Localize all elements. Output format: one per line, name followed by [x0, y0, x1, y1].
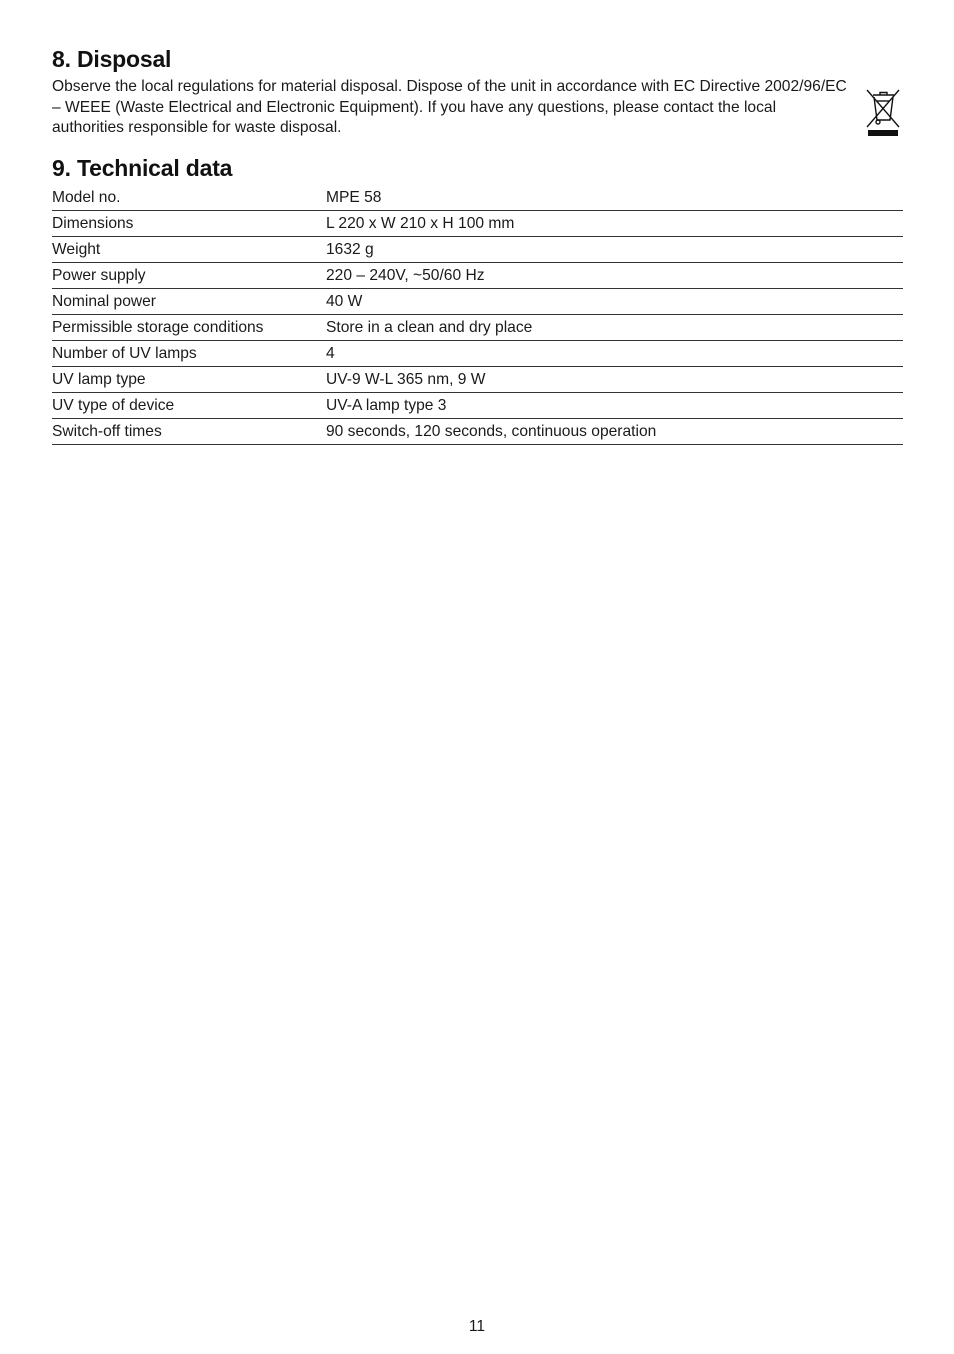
table-row: [52, 393, 903, 419]
spec-value: 40 W: [326, 289, 903, 315]
table-row: [52, 419, 903, 445]
crossed-out-wheelie-bin-icon: [864, 87, 902, 137]
spec-value: UV-A lamp type 3: [326, 393, 903, 419]
table-row: [52, 211, 903, 237]
spec-label: UV type of device: [52, 393, 326, 419]
spec-value: 90 seconds, 120 seconds, continuous operation: [326, 419, 903, 445]
table-row: [52, 341, 903, 367]
spec-value: L 220 x W 210 x H 100 mm: [326, 211, 903, 237]
spec-value: Store in a clean and dry place: [326, 315, 903, 341]
table-row: [52, 263, 903, 289]
spec-label: Switch-off times: [52, 419, 326, 445]
table-row: [52, 315, 903, 341]
spec-label: Nominal power: [52, 289, 326, 315]
technical-data-heading: 9. Technical data: [52, 155, 233, 181]
table-row: [52, 237, 903, 263]
spec-label: Weight: [52, 237, 326, 263]
technical-data-table: [52, 185, 903, 445]
disposal-heading: 8. Disposal: [52, 46, 172, 72]
table-row: [52, 367, 903, 393]
spec-label: Model no.: [52, 185, 326, 211]
spec-value: 1632 g: [326, 237, 903, 263]
spec-label: Dimensions: [52, 211, 326, 237]
spec-label: UV lamp type: [52, 367, 326, 393]
table-row: [52, 289, 903, 315]
spec-value: MPE 58: [326, 185, 903, 211]
spec-value: UV-9 W-L 365 nm, 9 W: [326, 367, 903, 393]
table-row: [52, 185, 903, 211]
spec-label: Power supply: [52, 263, 326, 289]
spec-value: 4: [326, 341, 903, 367]
spec-label: Number of UV lamps: [52, 341, 326, 367]
page-number: 11: [468, 1318, 486, 1335]
spec-label: Permissible storage conditions: [52, 315, 326, 341]
spec-value: 220 – 240V, ~50/60 Hz: [326, 263, 903, 289]
disposal-text: Observe the local regulations for material disposal. Dispose of the unit in accordance with EC Directive 2002/96/EC – WEEE (Waste Electrical and Electronic Equipment). If you have any questions, please contact the local authorities responsible for waste disposal.: [52, 78, 847, 136]
